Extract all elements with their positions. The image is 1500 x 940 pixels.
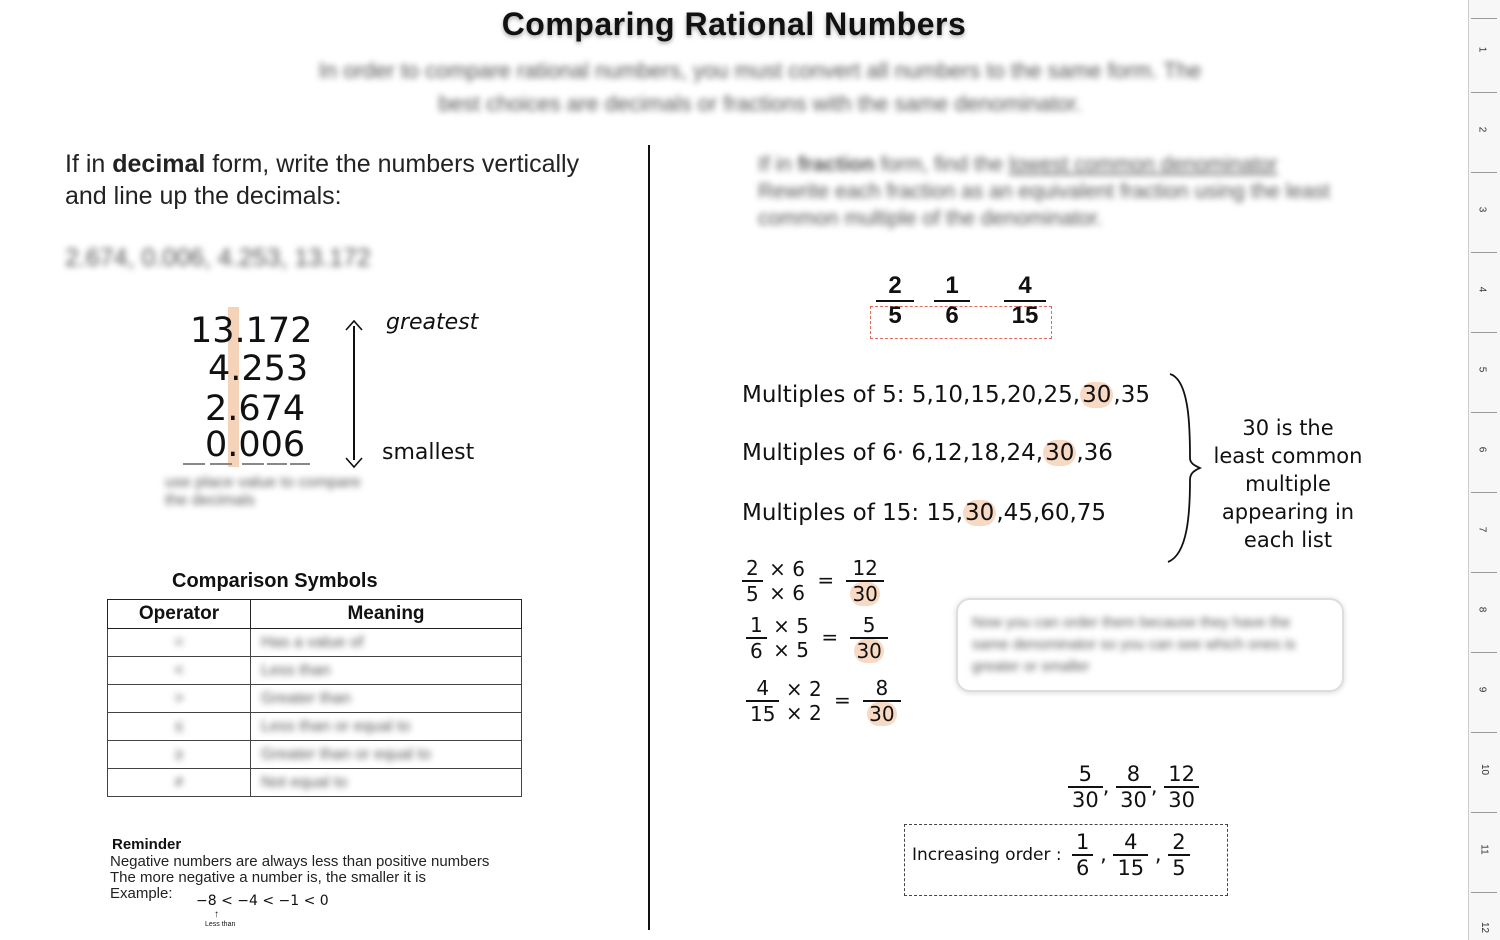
denominator: 5 — [888, 302, 902, 329]
decimal-row-1: 13.172 — [190, 311, 313, 351]
denominator: 15 — [750, 702, 776, 726]
underline-mark — [290, 463, 310, 465]
numerator: 8 — [1116, 762, 1151, 788]
fraction-intro-bold: fraction — [797, 153, 875, 176]
numerator: 5 — [1068, 762, 1103, 788]
page-tab[interactable]: 2 — [1476, 126, 1488, 133]
lcm-highlight: 30 — [965, 500, 995, 526]
less-than-label: Less than — [205, 921, 236, 928]
times-sign: × — [769, 581, 786, 605]
table-row — [108, 629, 522, 657]
meaning-cell: Greater than or equal to — [261, 745, 431, 763]
fraction-intro-underlined: lowest common denominator — [1008, 153, 1278, 176]
equals-sign: = — [821, 624, 839, 649]
page-tab[interactable]: 4 — [1476, 286, 1488, 293]
multiples-label: Multiples of 5: — [742, 382, 905, 408]
tab-divider — [1471, 18, 1497, 19]
multiples-label: Multiples of 15: — [742, 500, 920, 526]
multiplier — [786, 701, 822, 725]
operator-cell: = — [174, 633, 184, 651]
multiples-values: 5,10,15,20,25, — [911, 382, 1081, 408]
table-row — [108, 657, 522, 685]
decimal-row-2: 4.253 — [208, 349, 309, 389]
reminder-example: −8 < −4 < −1 < 0 — [196, 893, 329, 909]
multiplier — [773, 614, 809, 638]
increasing-order-values — [1072, 830, 1190, 880]
reminder-title: Reminder — [112, 836, 182, 853]
multiplier — [769, 581, 805, 605]
tab-divider — [1471, 892, 1497, 893]
tab-divider — [1471, 252, 1497, 253]
comma: , — [1102, 774, 1110, 798]
lcm-highlight: 30 — [1082, 382, 1112, 408]
multiples-values: 15, — [926, 500, 964, 526]
table-row — [108, 741, 522, 769]
operator-cell: ≠ — [174, 773, 184, 791]
factor: 5 — [796, 614, 809, 638]
double-arrow-icon — [344, 318, 364, 470]
table-row — [108, 685, 522, 713]
lcm-note-line: 30 is the — [1242, 416, 1334, 440]
operator-cell: ≥ — [174, 745, 184, 763]
equivalent-fraction-row — [746, 613, 888, 663]
decimal-intro-post: form, write the numbers vertically and line up the decimals: — [65, 150, 580, 210]
comparison-table — [107, 599, 522, 797]
greatest-label: greatest — [386, 310, 479, 335]
decimal-example-list: 2.674, 0.006, 4.253, 13.172 — [65, 244, 371, 272]
numerator: 4 — [1004, 272, 1046, 302]
column-divider — [648, 145, 650, 930]
denominator: 15 — [1011, 302, 1039, 329]
table-title: Comparison Symbols — [172, 570, 378, 592]
page-tab[interactable]: 3 — [1476, 206, 1488, 213]
multiplier — [769, 557, 805, 581]
equals-sign: = — [817, 567, 835, 592]
fraction-intro-mid: form, find the — [874, 153, 1009, 176]
denominator: 30 — [1072, 788, 1099, 812]
decimal-row-4: 0.006 — [205, 425, 306, 465]
given-fraction — [876, 272, 914, 330]
times-sign: × — [773, 638, 790, 662]
order-note-box — [956, 598, 1344, 692]
increasing-order-label: Increasing order : — [912, 845, 1062, 865]
equivalent-fraction-row — [742, 556, 884, 606]
lcm-highlight: 30 — [852, 582, 878, 606]
denominator: 5 — [746, 582, 759, 606]
meaning-cell: Less than — [261, 661, 331, 679]
denominator: 6 — [945, 302, 959, 329]
multiplier — [786, 677, 822, 701]
multiples-row-15 — [742, 500, 1106, 526]
given-fraction — [1004, 272, 1046, 330]
page-tab[interactable]: 10 — [1479, 763, 1491, 776]
numerator: 4 — [746, 676, 779, 702]
place-value-note: use place value to compare the decimals — [165, 474, 361, 509]
multiples-values: ,45,60,75 — [996, 500, 1107, 526]
meaning-cell: Greater than — [261, 689, 351, 707]
reminder-line-1: Negative numbers are always less than positive numbers — [110, 853, 490, 870]
given-fraction — [934, 272, 970, 330]
numerator: 2 — [742, 556, 763, 582]
lcm-note-line: least common — [1213, 444, 1363, 468]
factor: 2 — [808, 677, 822, 701]
multiples-row-6 — [742, 440, 1113, 466]
page-tab[interactable]: 11 — [1478, 844, 1490, 855]
numerator: 4 — [1113, 830, 1148, 856]
ordered-thirtieths — [1068, 762, 1199, 812]
factor: 5 — [796, 638, 809, 662]
lcm-highlight: 30 — [869, 702, 895, 726]
denominator: 5 — [1172, 856, 1186, 880]
numerator: 1 — [746, 613, 767, 639]
header-meaning: Meaning — [251, 600, 522, 629]
tab-divider — [1471, 172, 1497, 173]
page-tab[interactable]: 12 — [1479, 921, 1491, 934]
meaning-cell: Has a value of — [261, 633, 364, 651]
decimal-intro-pre: If in — [65, 150, 113, 178]
operator-cell: > — [174, 689, 184, 707]
fraction-instructions — [758, 151, 1398, 232]
denominator: 6 — [750, 639, 763, 663]
fraction-intro-line-3: common multiple of the denominator. — [758, 207, 1103, 230]
multiples-row-5 — [742, 382, 1150, 408]
times-sign: × — [769, 557, 786, 581]
smallest-label: smallest — [382, 440, 475, 465]
numerator: 2 — [876, 272, 914, 302]
fraction-intro-pre: If in — [758, 153, 798, 176]
reminder-example-label: Example: — [110, 885, 173, 902]
numerator: 5 — [850, 613, 887, 639]
times-sign: × — [785, 677, 803, 701]
equivalent-fraction-row — [746, 676, 901, 726]
decimal-intro-bold: decimal — [112, 150, 206, 178]
equals-sign: = — [834, 687, 851, 712]
tab-divider — [1471, 332, 1497, 333]
multiples-values: ,36 — [1076, 440, 1113, 466]
underline-mark — [267, 463, 287, 465]
page-tab[interactable]: 5 — [1476, 366, 1488, 373]
header-operator: Operator — [108, 600, 251, 629]
up-arrow-icon: ↑ — [214, 909, 219, 920]
page-tab[interactable]: 8 — [1476, 606, 1488, 613]
page-tab[interactable]: 9 — [1476, 686, 1488, 693]
meaning-cell: Not equal to — [261, 773, 348, 791]
numerator: 1 — [934, 272, 970, 302]
fraction-intro-line-2: Rewrite each fraction as an equivalent fraction using the least — [758, 180, 1330, 203]
table-header-row — [108, 600, 522, 629]
lcm-note — [1208, 414, 1368, 554]
intro-text: In order to compare rational numbers, you must convert all numbers to the same form. The best choices are decimals or fractions with the same denominator. — [318, 58, 1202, 116]
page-tab[interactable]: 6 — [1476, 446, 1488, 453]
tab-divider — [1471, 572, 1497, 573]
tab-divider — [1471, 652, 1497, 653]
denominator: 30 — [1168, 788, 1195, 812]
times-sign: × — [773, 614, 790, 638]
factor: 6 — [792, 581, 805, 605]
lcm-note-line: each list — [1243, 528, 1333, 552]
underline-mark — [242, 463, 264, 465]
lcm-note-line: multiple — [1245, 472, 1331, 496]
tab-divider — [1471, 492, 1497, 493]
page-tabs-strip — [1468, 0, 1500, 940]
order-note-text: Now you can order them because they have the same denominator so you can see which ones is greater or smaller — [972, 614, 1296, 675]
factor: 6 — [792, 557, 805, 581]
page-title: Comparing Rational Numbers — [501, 6, 967, 42]
table-row — [108, 769, 522, 797]
meaning-cell: Less than or equal to — [261, 717, 411, 735]
lcm-highlight: 30 — [1045, 440, 1075, 466]
underline-mark — [183, 463, 205, 465]
decimal-row-3: 2.674 — [205, 389, 306, 429]
multiples-values: ,35 — [1113, 382, 1150, 408]
curly-brace-icon — [1164, 372, 1204, 564]
tab-divider — [1471, 812, 1497, 813]
denominator: 15 — [1117, 856, 1145, 880]
tab-divider — [1471, 412, 1497, 413]
operator-cell: < — [174, 661, 184, 679]
table-row — [108, 713, 522, 741]
numerator: 12 — [1164, 762, 1199, 788]
numerator: 8 — [863, 676, 900, 702]
operator-cell: ≤ — [174, 717, 184, 735]
comma: , — [1150, 774, 1158, 798]
numerator: 2 — [1168, 830, 1189, 856]
tab-divider — [1471, 732, 1497, 733]
denominator: 30 — [1120, 788, 1147, 812]
reminder-line-2: The more negative a number is, the smaller it is — [110, 869, 426, 886]
multiples-values: 6,12,18,24, — [911, 440, 1044, 466]
lcm-note-line: appearing in — [1221, 500, 1355, 524]
denominator: 6 — [1076, 856, 1090, 880]
page-tab[interactable]: 1 — [1476, 46, 1488, 53]
comma: , — [1100, 842, 1107, 866]
multiplier — [773, 638, 809, 662]
underline-mark — [210, 463, 232, 465]
times-sign: × — [785, 701, 803, 725]
decimal-instructions — [65, 148, 625, 212]
factor: 2 — [808, 701, 822, 725]
numerator: 12 — [846, 556, 883, 582]
lcm-highlight: 30 — [856, 639, 882, 663]
page-tab[interactable]: 7 — [1476, 526, 1488, 533]
comma: , — [1154, 842, 1162, 866]
tab-divider — [1471, 92, 1497, 93]
multiples-label: Multiples of 6· — [742, 440, 905, 466]
numerator: 1 — [1072, 830, 1093, 856]
